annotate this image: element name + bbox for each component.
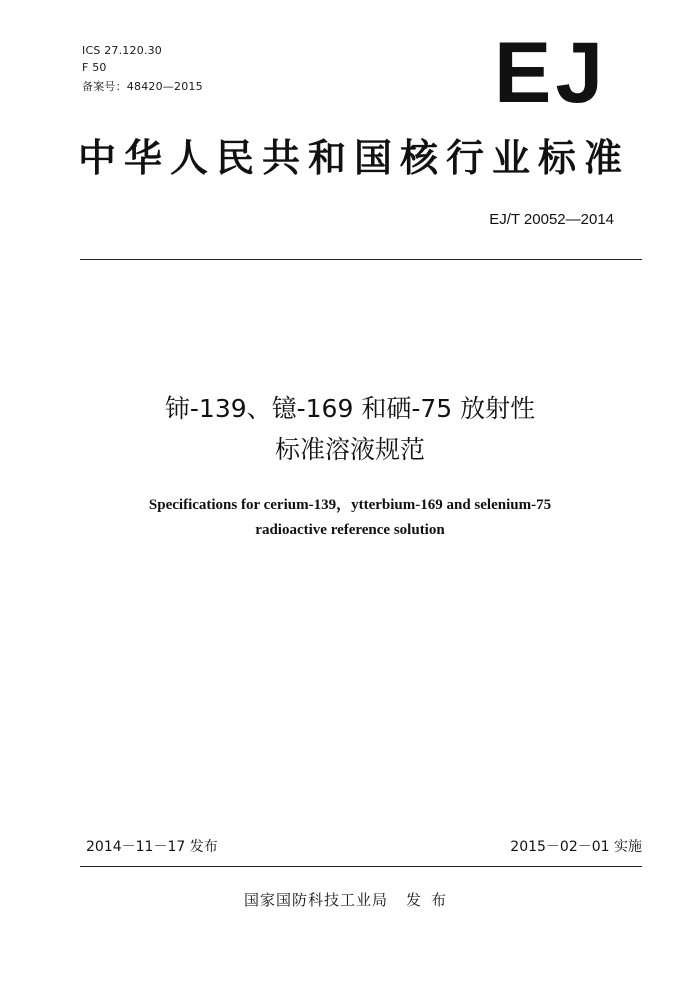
chinese-title-line-2: 标准溶液规范 [274,435,425,464]
standard-category-title: 中华人民共和国核行业标准 [78,136,631,180]
issuer-name: 国家国防科技工业局 [243,891,388,909]
english-title-line-2: radioactive reference solution [255,522,445,538]
english-title-line-1: Specifications for cerium-139，ytterbium-169 and selenium-75 [148,497,552,513]
issuing-authority [0,889,700,910]
bottom-divider [80,866,642,867]
issuer-action: 发布 [406,891,457,909]
filing-number: 备案号：48420—2015 [82,80,203,93]
standard-number: EJ/T 20052—2014 [489,211,614,228]
ej-logo: EJ [494,25,608,121]
top-divider [80,259,642,260]
ics-code: ICS 27.120.30 [82,44,162,57]
chinese-title-line-1: 铈-139、镱-169 和硒-75 放射性 [164,394,536,423]
implementation-date: 2015－02－01 实施 [510,839,642,855]
ccs-code: F 50 [82,61,107,74]
publish-date: 2014－11－17 发布 [86,839,218,855]
